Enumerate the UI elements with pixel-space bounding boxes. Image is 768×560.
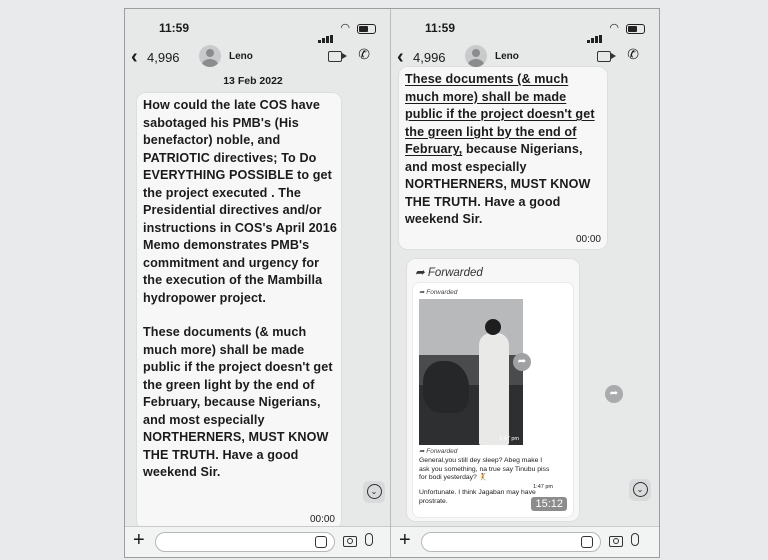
message-text-part1: How could the late COS have sabotaged his PMB's (His benefactor) noble, and PATRIOTIC directives; To Do EVERYTHING POSSIBLE to get the project executed . The Presidential directives and/or instructions in COS's April 2016 Memo demonstrates PMB's commitment and urgency for the execution of the Mambilla hydropower project. xyxy=(143,98,337,305)
message-time: 00:00 xyxy=(309,514,335,525)
forwarded-message[interactable] xyxy=(407,259,579,521)
message-input-bar xyxy=(125,526,390,557)
message-input[interactable] xyxy=(421,532,601,552)
message-time: 00:00 xyxy=(575,234,601,245)
chat-header xyxy=(125,45,390,73)
plus-icon[interactable]: + xyxy=(133,529,145,551)
inner-chat-answer: Unfortunate. I think Jagaban may have prostrate. xyxy=(419,489,536,505)
message-text-underlined: These documents (& much much more) shall be made public if the project doesn't get the green light by the end of February, xyxy=(405,72,595,156)
sticker-icon[interactable] xyxy=(581,536,593,548)
phone-icon[interactable]: ✆ xyxy=(627,46,639,62)
video-call-icon[interactable] xyxy=(597,51,611,62)
date-separator: 13 Feb 2022 xyxy=(223,75,283,87)
forwarded-label: ➦ Forwarded xyxy=(415,267,483,279)
inner-forwarded-label: ➦ Forwarded xyxy=(419,289,458,296)
status-time: 11:59 xyxy=(159,21,190,35)
avatar-icon[interactable] xyxy=(199,45,221,67)
scroll-down-icon: ⌄ xyxy=(367,484,382,499)
signal-icon xyxy=(587,25,603,33)
camera-icon[interactable] xyxy=(609,536,623,547)
mic-icon[interactable] xyxy=(631,533,639,546)
video-duration: 15:12 xyxy=(531,497,567,511)
message-bubble[interactable] xyxy=(399,67,607,249)
mic-icon[interactable] xyxy=(365,533,373,546)
battery-icon xyxy=(626,24,645,34)
wifi-icon: ◠ xyxy=(609,22,619,34)
unread-count[interactable]: 4,996 xyxy=(413,50,446,65)
phone-icon[interactable]: ✆ xyxy=(358,46,370,62)
inner-chat-question xyxy=(419,457,553,491)
scroll-down-button[interactable] xyxy=(363,481,385,503)
back-chevron-icon[interactable]: ‹ xyxy=(131,46,138,68)
inner-forwarded-text: Forwarded xyxy=(426,289,458,296)
camera-icon[interactable] xyxy=(343,536,357,547)
inner-chat-question-text: General,you still dey sleep? Abeg make I ask you something, na true say Tinubu piss for bodi yesterday? 🤾 xyxy=(419,457,550,481)
unread-count[interactable]: 4,996 xyxy=(147,50,180,65)
forward-icon[interactable]: ➦ xyxy=(513,353,531,371)
status-bar xyxy=(125,21,390,37)
status-bar xyxy=(391,21,659,37)
forward-icon[interactable]: ➦ xyxy=(605,385,623,403)
avatar-icon[interactable] xyxy=(465,45,487,67)
scroll-down-icon: ⌄ xyxy=(633,482,648,497)
phone-screenshot-left xyxy=(125,9,391,557)
inner-chat-question-time: 1:47 pm xyxy=(533,483,553,490)
signal-icon xyxy=(318,25,334,33)
message-bubble[interactable] xyxy=(137,93,341,529)
printout xyxy=(124,8,660,558)
message-input[interactable] xyxy=(155,532,335,552)
sticker-icon[interactable] xyxy=(315,536,327,548)
message-text-rest: because Nigerians, and most especially NORTHERNERS, MUST KNOW THE TRUTH. Have a good weekend Sir. xyxy=(405,142,591,226)
video-call-icon[interactable] xyxy=(328,51,342,62)
forwarded-screenshot[interactable] xyxy=(413,283,573,517)
back-chevron-icon[interactable]: ‹ xyxy=(397,46,404,68)
message-text-part2: These documents (& much much more) shall be made public if the project doesn't get the green light by the end of February, because Nigerians, and most especially NORTHERNERS, MUST KNOW THE TRUTH. Have a good weekend Sir. xyxy=(143,325,333,479)
inner-forwarded-label-2: ➦ Forwarded xyxy=(419,448,458,455)
photo-image[interactable] xyxy=(419,299,523,445)
phone-screenshot-right xyxy=(391,9,659,557)
inner-forwarded-text-2: Forwarded xyxy=(426,448,458,455)
contact-name[interactable]: Leno xyxy=(495,51,519,62)
battery-icon xyxy=(357,24,376,34)
message-input-bar xyxy=(391,526,659,557)
wifi-icon: ◠ xyxy=(340,22,350,34)
forwarded-label-text: Forwarded xyxy=(427,267,483,279)
plus-icon[interactable]: + xyxy=(399,529,411,551)
scroll-down-button[interactable] xyxy=(629,479,651,501)
status-time: 11:59 xyxy=(425,21,456,35)
photo-time: 1:47 pm xyxy=(499,436,519,442)
contact-name[interactable]: Leno xyxy=(229,51,253,62)
